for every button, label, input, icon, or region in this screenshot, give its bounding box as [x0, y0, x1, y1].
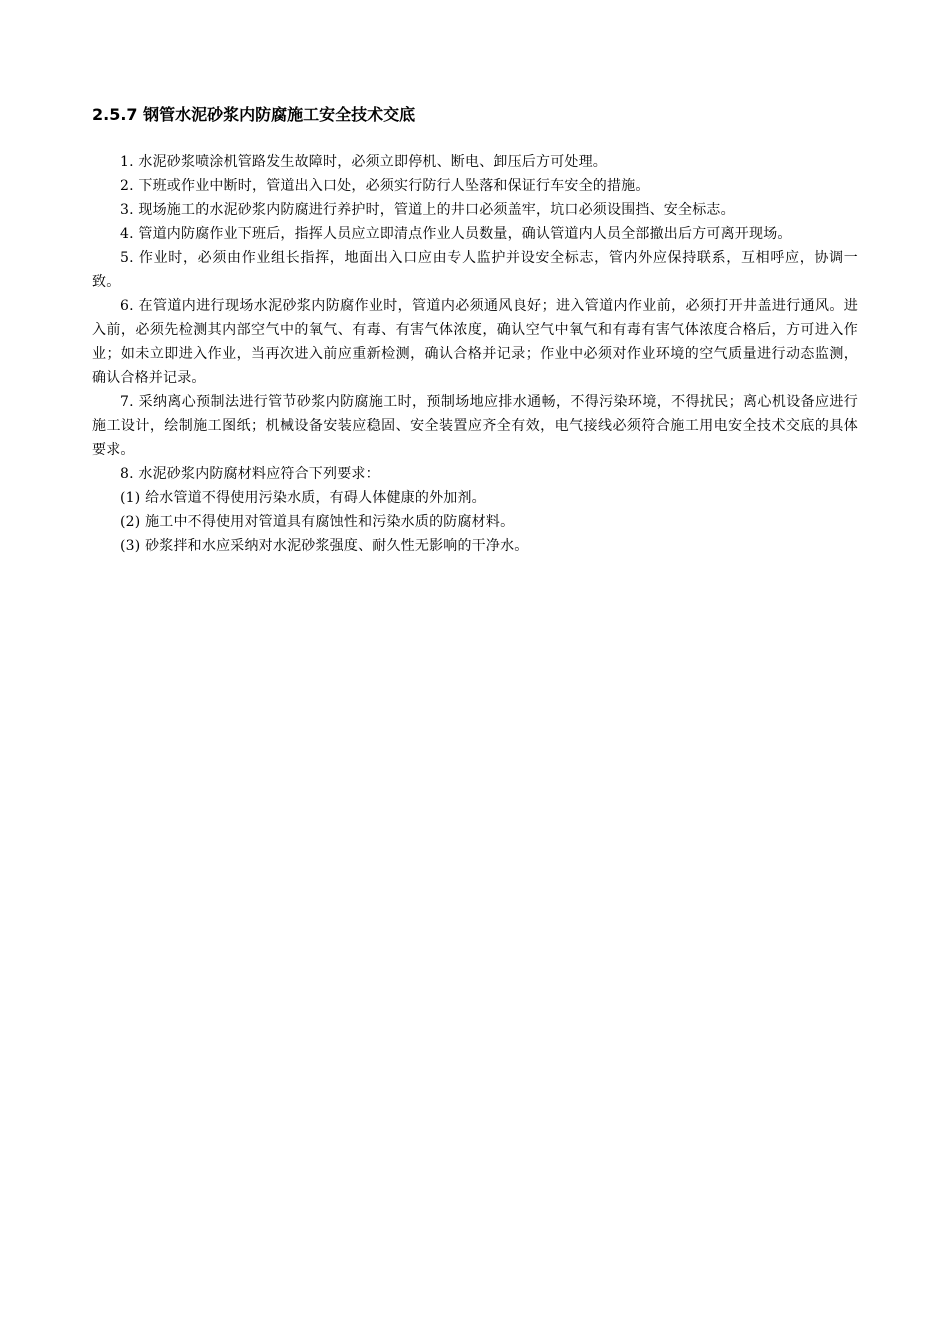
section-heading: 2.5.7 钢管水泥砂浆内防腐施工安全技术交底 — [92, 105, 416, 124]
item-8: 8. 水泥砂浆内防腐材料应符合下列要求： — [120, 466, 380, 482]
document-body — [92, 104, 858, 558]
item-3: 3. 现场施工的水泥砂浆内防腐进行养护时，管道上的井口必须盖牢，坑口必须设围挡、安全标志。 — [120, 202, 735, 218]
subitem-1: (1) 给水管道不得使用污染水质，有碍人体健康的外加剂。 — [120, 490, 486, 506]
item-2: 2. 下班或作业中断时，管道出入口处，必须实行防行人坠落和保证行车安全的措施。 — [120, 178, 650, 194]
subitem-2: (2) 施工中不得使用对管道具有腐蚀性和污染水质的防腐材料。 — [120, 514, 515, 530]
subitem-3: (3) 砂浆拌和水应采纳对水泥砂浆强度、耐久性无影响的干净水。 — [120, 538, 529, 554]
item-6: 6. 在管道内进行现场水泥砂浆内防腐作业时，管道内必须通风良好；进入管道内作业前，必须打开井盖进行通风。进入前，必须先检测其内部空气中的氧气、有毒、有害气体浓度，确认空气中氧气和有毒有害气体浓度合格后，方可进入作业；如未立即进入作业，当再次进入前应重新检测，确认合格并记录；作业中必须对作业环境的空气质量进行动态监测，确认合格并记录。 — [92, 298, 858, 386]
item-7: 7. 采纳离心预制法进行管节砂浆内防腐施工时，预制场地应排水通畅，不得污染环境，不得扰民；离心机设备应进行施工设计，绘制施工图纸；机械设备安装应稳固、安全装置应齐全有效，电气接线必须符合施工用电安全技术交底的具体要求。 — [92, 394, 858, 458]
item-5: 5. 作业时，必须由作业组长指挥，地面出入口应由专人监护并设安全标志，管内外应保持联系，互相呼应，协调一致。 — [92, 250, 858, 290]
item-1: 1. 水泥砂浆喷涂机管路发生故障时，必须立即停机、断电、卸压后方可处理。 — [120, 154, 608, 170]
item-4: 4. 管道内防腐作业下班后，指挥人员应立即清点作业人员数量，确认管道内人员全部撤出后方可离开现场。 — [120, 226, 792, 242]
